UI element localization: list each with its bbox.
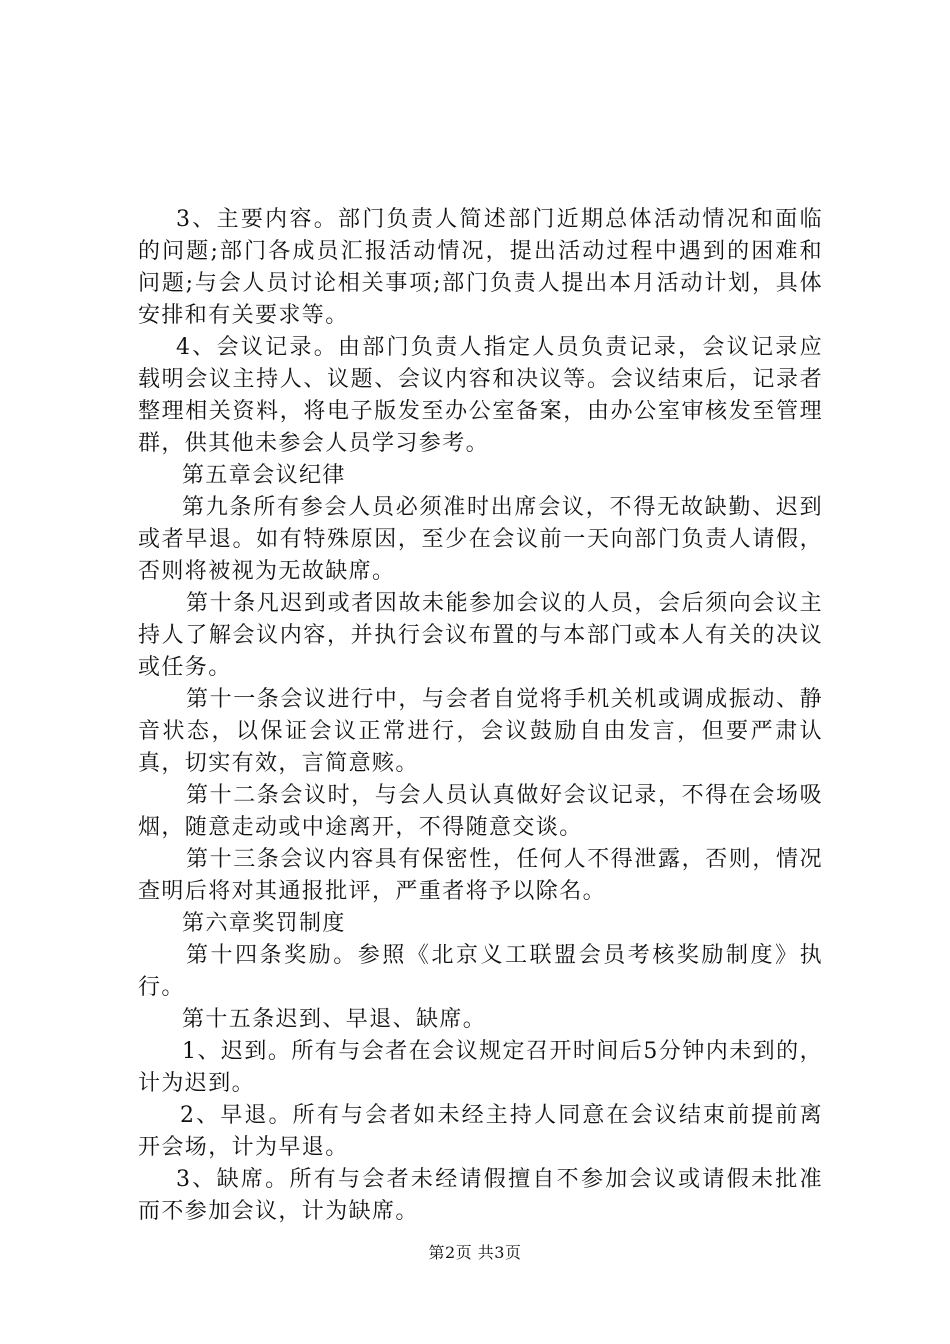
article-9-paragraph: 第九条所有参会人员必须准时出席会议，不得无故缺勤、迟到或者早退。如有特殊原因，至少在会议前一天向部门负责人请假，否则将被视为无故缺席。 (138, 495, 823, 584)
article-12-paragraph: 第十二条会议时，与会人员认真做好会议记录，不得在会场吸烟，随意走动或中途离开，不得随意交谈。 (138, 783, 823, 840)
chapter-heading-meeting-discipline: 第五章会议纪律 (182, 463, 346, 488)
early-leave-paragraph: 2、早退。所有与会者如未经主持人同意在会议结束前提前离开会场，计为早退。 (138, 1103, 823, 1160)
chapter-heading-rewards-penalties: 第六章奖罚制度 (182, 911, 346, 936)
article-13-paragraph: 第十三条会议内容具有保密性，任何人不得泄露，否则，情况查明后将对其通报批评，严重者将予以除名。 (138, 847, 823, 904)
paragraph-meeting-record: 4、会议记录。由部门负责人指定人员负责记录，会议记录应载明会议主持人、议题、会议内容和决议等。会议结束后，记录者整理相关资料，将电子版发至办公室备案，由办公室审核发至管理群，供其他未参会人员学习参考。 (138, 335, 823, 456)
absence-paragraph: 3、缺席。所有与会者未经请假擅自不参加会议或请假未批准而不参加会议，计为缺席。 (138, 1167, 823, 1224)
article-15-paragraph: 第十五条迟到、早退、缺席。 (182, 1007, 487, 1032)
late-arrival-paragraph: 1、迟到。所有与会者在会议规定召开时间后5分钟内未到的，计为迟到。 (138, 1039, 823, 1096)
document-body (138, 204, 823, 1228)
article-11-paragraph: 第十一条会议进行中，与会者自觉将手机关机或调成振动、静音状态，以保证会议正常进行，会议鼓励自由发言，但要严肃认真，切实有效，言简意赅。 (138, 687, 823, 776)
article-14-paragraph: 第十四条奖励。参照《北京义工联盟会员考核奖励制度》执行。 (138, 943, 823, 1000)
page-footer: 第2页 共3页 (428, 1243, 522, 1262)
article-10-paragraph: 第十条凡迟到或者因故未能参加会议的人员，会后须向会议主持人了解会议内容，并执行会议布置的与本部门或本人有关的决议或任务。 (138, 591, 823, 680)
paragraph-main-content: 3、主要内容。部门负责人简述部门近期总体活动情况和面临的问题;部门各成员汇报活动情况，提出活动过程中遇到的困难和问题;与会人员讨论相关事项;部门负责人提出本月活动计划，具体安排和有关要求等。 (138, 207, 823, 328)
